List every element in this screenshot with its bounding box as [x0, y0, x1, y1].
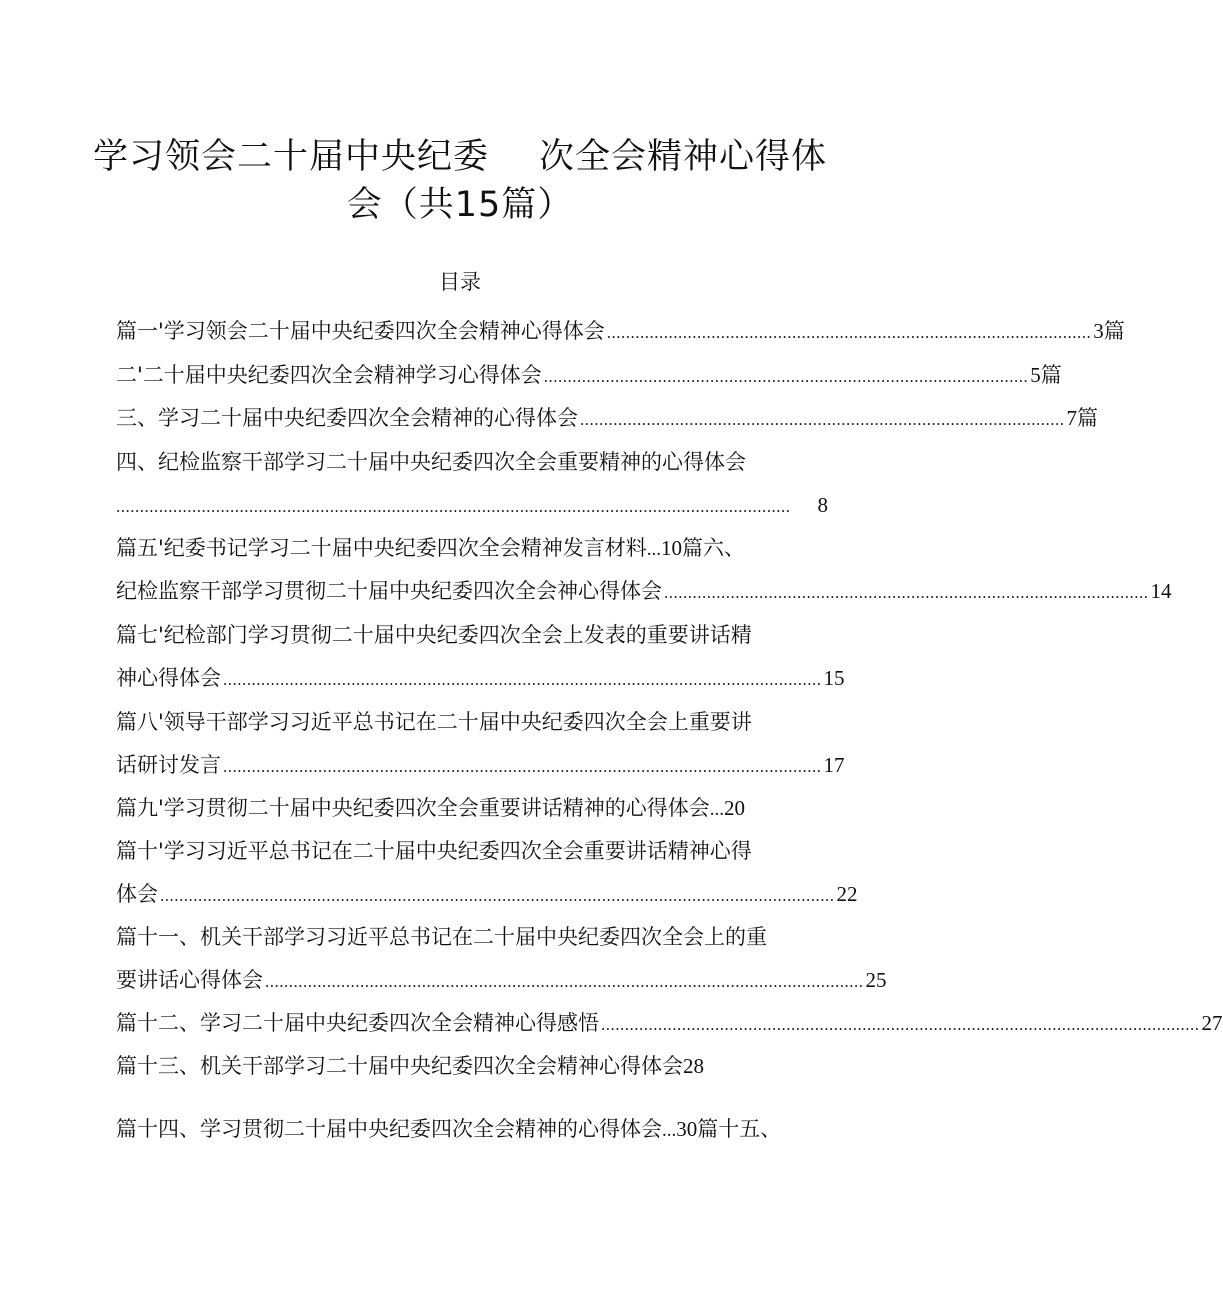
toc-entry-12[interactable]: [116, 1005, 1223, 1041]
toc-entry-tail: 篇: [1103, 319, 1125, 343]
toc-ellipsis: ...: [646, 539, 662, 560]
toc-entry-4[interactable]: 四、纪检监察干部学习二十届中央纪委四次全会重要精神的心得体会: [116, 450, 746, 474]
toc-entry-text: 三、学习二十届中央纪委四次全会精神的心得体会: [116, 406, 578, 430]
toc-entry-8-continuation[interactable]: [116, 747, 845, 783]
toc-entry-10-continuation[interactable]: [116, 876, 858, 912]
toc-page-number: 22: [836, 882, 858, 906]
toc-page-number: 27: [1201, 1011, 1223, 1035]
toc-entry-tail: 篇: [1040, 363, 1062, 387]
toc-entry-7[interactable]: 篇七'纪检部门学习贯彻二十届中央纪委四次全会上发表的重要讲话精: [116, 623, 752, 647]
toc-page-number: 14: [1150, 579, 1172, 603]
toc-leader-dots: ..............................................................................................................................: [601, 1015, 1200, 1034]
toc-leader-dots: ..............................................................................................................................: [223, 757, 822, 776]
toc-entry-9[interactable]: [116, 790, 745, 826]
toc-page-number: 3: [1093, 319, 1104, 343]
toc-entry-text: 篇十三、机关干部学习二十届中央纪委四次全会精神心得体会: [116, 1054, 683, 1078]
document-title-line-1: [0, 132, 920, 182]
toc-entry-4-continuation[interactable]: [116, 487, 828, 523]
toc-page-number: 25: [865, 968, 887, 992]
toc-page-number: 10: [661, 536, 683, 560]
toc-page-number: 17: [823, 753, 845, 777]
toc-page-number: 28: [683, 1054, 704, 1078]
title-part-b: 次全会精神心得体: [539, 137, 828, 177]
toc-entry-text: 篇十二、学习二十届中央纪委四次全会精神心得感悟: [116, 1011, 599, 1035]
toc-page-number: 30: [676, 1117, 698, 1141]
toc-entry-11-continuation[interactable]: [116, 962, 887, 998]
toc-leader-dots: ......................................................................................................: [606, 323, 1092, 342]
toc-entry-text: 纪检监察干部学习贯彻二十届中央纪委四次全会神心得体会: [116, 579, 662, 603]
toc-entry-text: 要讲话心得体会: [116, 968, 263, 992]
toc-entry-1[interactable]: [116, 313, 1125, 349]
document-title-line-2: 会（共15篇）: [346, 185, 574, 225]
toc-entry-next-start: 篇六、: [682, 536, 746, 560]
toc-entry-11[interactable]: 篇十一、机关干部学习习近平总书记在二十届中央纪委四次全会上的重: [116, 925, 767, 949]
toc-entry-13[interactable]: [116, 1048, 704, 1084]
toc-entry-text: 话研讨发言: [116, 753, 221, 777]
toc-leader-dots: ..............................................................................................................................: [223, 670, 822, 689]
toc-entry-tail: 篇: [1077, 406, 1098, 430]
toc-entry-5[interactable]: [116, 530, 745, 566]
toc-leader-dots: ..............................................................................................................................: [265, 972, 864, 991]
toc-ellipsis: ...: [709, 799, 725, 820]
title-part-a: 学习领会二十届中央纪委: [92, 137, 489, 177]
toc-entry-text: 神心得体会: [116, 666, 221, 690]
toc-page-number: 8: [817, 493, 828, 517]
toc-entry-next-start: 篇十五、: [697, 1117, 782, 1141]
toc-leader-dots: ......................................................................................................: [664, 583, 1149, 602]
toc-leader-dots: ..............................................................................................................................................: [116, 497, 791, 516]
toc-page-number: 15: [823, 666, 845, 690]
toc-entry-text: 篇一'学习领会二十届中央纪委四次全会精神心得体会: [116, 319, 605, 343]
toc-page-number: 20: [724, 796, 746, 820]
toc-entry-text: 二'二十届中央纪委四次全会精神学习心得体会: [116, 363, 542, 387]
toc-entry-8[interactable]: 篇八'领导干部学习习近平总书记在二十届中央纪委四次全会上重要讲: [116, 710, 752, 734]
toc-leader-dots: ......................................................................................................: [543, 367, 1029, 386]
toc-entry-7-continuation[interactable]: [116, 660, 845, 696]
toc-entry-text: 体会: [116, 882, 158, 906]
toc-entry-10[interactable]: 篇十'学习习近平总书记在二十届中央纪委四次全会重要讲话精神心得: [116, 839, 752, 863]
toc-page-number: 5: [1030, 363, 1041, 387]
toc-entry-14[interactable]: [116, 1111, 781, 1147]
toc-entry-text: 篇五'纪委书记学习二十届中央纪委四次全会精神发言材料: [116, 536, 647, 560]
toc-entry-6[interactable]: [116, 573, 1172, 609]
toc-entry-text: 篇九'学习贯彻二十届中央纪委四次全会重要讲话精神的心得体会: [116, 796, 710, 820]
toc-leader-dots: ..............................................................................................................................................: [160, 886, 835, 905]
toc-leader-dots: ......................................................................................................: [580, 410, 1065, 429]
toc-heading: 目录: [439, 270, 481, 294]
toc-entry-2[interactable]: [116, 357, 1062, 393]
toc-entry-3[interactable]: [116, 400, 1098, 436]
toc-entry-text: 篇十四、学习贯彻二十届中央纪委四次全会精神的心得体会: [116, 1117, 662, 1141]
toc-ellipsis: ...: [662, 1120, 677, 1141]
toc-page-number: 7: [1066, 406, 1077, 430]
